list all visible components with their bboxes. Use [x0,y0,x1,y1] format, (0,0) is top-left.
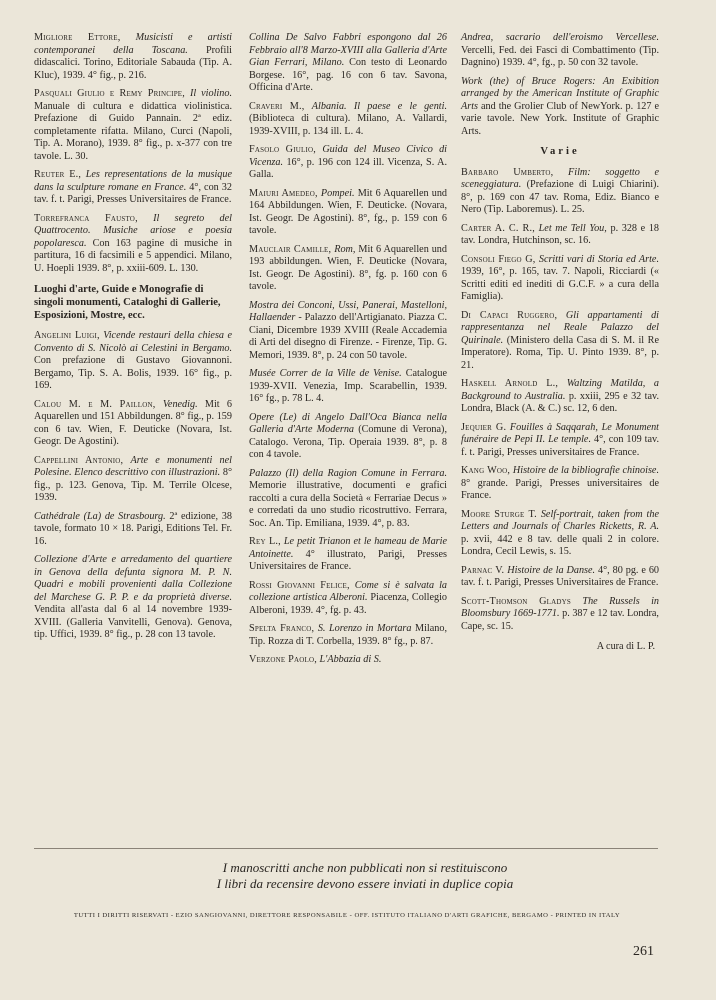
entry-title: Palazzo (Il) della Ragion Comune in Ferrara. [249,467,447,479]
bibliography-entry [249,412,447,462]
entry-title: Andrea, sacrario dell'eroismo Vercellese. [461,32,659,43]
entry-title: Les representations de la musique dans la sculpture romane en France. [34,169,232,193]
entry-title: Collina De Salvo Fabbri espongono dal 26 Febbraio all'8 Marzo-XVIII alla Galleria d'Arte Gian Ferrari, Milano. [249,32,447,68]
bibliography-entry [34,330,232,393]
bibliography-entry [461,465,659,503]
entry-author: Kang Woo, [461,465,511,476]
entry-title: Scritti vari di Storia ed Arte. [538,253,659,265]
entry-details: Mit 6 Aquarellen und 193 abbildungen. Wien, F. Deuticke (Novara, Ist. Geogr. De Agostini). 8°, fg. p. 160 con 6 tavole. [249,243,447,292]
bibliography-entry [461,223,659,248]
entry-title: Rom, [334,243,356,255]
entry-author: Barbaro Umberto, [461,166,554,178]
entries-group-3a [461,32,659,138]
entries-group-1b [34,330,232,642]
entry-author: Spelta Franco, [249,623,315,634]
footer-credits: TUTTI I DIRITTI RISERVATI - EZIO SANGIOVANNI, DIRETTORE RESPONSABILE - OFF. ISTITUTO ITALIANO D'ARTI GRAFICHE, BERGAMO - PRINTED IN ITALY [73,912,621,919]
entry-author: Pasquali Giulio e Remy Principe, [34,88,186,99]
bibliography-entry [461,167,659,217]
column-2 [249,32,447,673]
section-heading-varie: Varie [540,146,580,157]
bibliography-entry [461,32,659,70]
entry-title: L'Abbazia di S. [319,654,382,665]
entry-title: Arte e monumenti nel Polesine. Elenco descrittivo con illustrazioni. [34,454,233,478]
section-heading-luoghi: Luoghi d'arte, Guide e Monografie di singoli monumenti, Cataloghi di Gallerie, Esposizioni, Mostre, ecc. [34,284,221,321]
entry-author: Jequier G. [461,421,507,433]
entry-details: 1939, 16°, p. 165, tav. 7. Napoli, Ricciardi (« Scritti editi ed inediti di G.C.F. » a cura della Famiglia). [461,266,659,302]
entries-group-2 [249,32,447,667]
entry-details: Vercelli, Fed. dei Fasci di Combattimento (Tip. Dagnino) 1939. 4°, fg., p. 50 con 32 tavole. [461,44,659,68]
entry-title: Le petit Trianon et le hameau de Marie Antoinette. [249,536,447,560]
entry-title: Come si è salvata la collezione artistica Alberoni. [249,579,447,603]
bibliography-entry [249,468,447,531]
entry-details: - Palazzo dell'Artigianato. Piazza C. Ciani, Dicembre 1939 XVIII (Reale Accademia di Arti del disegno di Firenze. - Firenze, Tip. G. Memori, 1939. 8°, p. 24 con 50 tavole. [249,312,447,361]
bibliography-entry [249,536,447,574]
entry-details: 2ª edizione, 38 tavole, formato 10 × 18. Parigi, Editions Tel. Fr. 16. [34,510,232,547]
entry-title: Work (the) of Bruce Rogers: An Exibition arranged by the American Institute of Graphic Arts [461,75,659,112]
entry-author: Moore Sturge T. [461,508,537,520]
entry-details: Con 163 pagine di musiche in partitura, 16 di facsimili e 5 appendici. Milano, U. Hoepli 1939. 8°, p. xxiii-609. L. 130. [34,237,233,274]
entry-title: Cathédrale (La) de Strasbourg. [34,510,166,522]
entry-details: (Comune di Verona), Catalogo. Verona, Tip. Operaia 1939. 8°, p. 8 con 4 tavole. [249,424,447,460]
entry-details: Vendita all'asta dal 6 al 14 novembre 1939-XVIII. (Galleria Vanvitelli, Genova). Genova, tip. Uffici, 1939. 8° fig., p. 28 con 13 tavole. [34,604,232,640]
entry-author: Rey L., [249,536,281,547]
entry-details: Con prefazione di Gustavo Giovannoni. Bergamo, Tip. S. A. Bolis, 1939. 16° fig., p. 169. [34,355,232,391]
signature: A cura di L. P. [596,641,655,652]
entry-details: 8° grande. Parigi, Presses universitaires de France. [461,477,659,501]
entry-details: (Ministero della Casa di S. M. il Re Imperatore). Roma, Tip. U. Pinto 1939. 8°, p. 21. [461,334,659,371]
entry-title: Gli appartamenti di rappresentanza nel Reale Palazzo del Quirinale. [461,309,659,346]
bibliography-entry [461,310,659,373]
entry-details: Memorie illustrative, documenti e grafici raccolti a cura della Società « Ferrariae Decus » e corredati da uno studio ricostruttivo. Ferrara, Soc. An. Tip. Emiliana, 1939. 4°, p. 83. [249,480,447,529]
entry-title: Vicende restauri della chiesa e Convento di S. Nicolò ai Celestini in Bergamo. [34,330,233,354]
bibliography-entry [461,378,659,416]
entry-title: Histoire de la Danse. [507,564,596,576]
entry-title: Mostra dei Conconi, Ussi, Panerai, Mastelloni, Hallaender [249,299,447,323]
bibliography-entry [249,32,447,95]
bibliography-entry [461,254,659,304]
notice-divider [34,848,658,849]
entry-title: Il segreto del Quattrocento. Musiche ariose e poesia popolaresca. [34,212,233,249]
bibliography-entry [34,455,232,505]
entry-title: Film: soggetto e sceneggiatura. [461,166,659,190]
entry-details: Mit 6 Aquarellen und 151 Abbildungen. 8° fig., p. 159 con 6 tav. Wien, F. Deuticke (Novara, Ist. Geogr. De Agostini). [34,398,233,447]
bibliography-entry [34,88,232,163]
entry-author: Reuter E., [34,169,82,180]
bibliography-entry [249,144,447,182]
bibliography-entry [34,32,232,82]
bibliography-entry [249,188,447,238]
entry-details: p. 328 e 18 tav. Londra, Hutchinson, sc. 16. [461,222,660,246]
entry-details: 4° illustrato, Parigi, Presses Universitaires de France. [249,548,448,572]
entry-details: Catalogue 1939-XVII. Venezia, Imp. Scarabellin, 1939. 16° fg., p. 78 L. 4. [249,368,447,404]
entry-author: Mauclair Camille, [249,243,332,255]
entry-author: Torrefranca Fausto, [34,212,138,224]
notice-line-2: I libri da recensire devono essere inviati in duplice copia [216,876,514,891]
bibliography-entry [249,300,447,363]
entry-author: Calou M. e M. Paillon, [34,398,156,410]
entry-details: 8° fig., p. 123. Genova, Tip. M. Terrile Olcese, 1939. [34,467,233,503]
entry-details: (Biblioteca di cultura). Milano, A. Vallardi, 1939-XVIII, p. 134 ill. L. 4. [249,113,447,137]
bibliography-entry [461,596,659,634]
column-3 [461,32,659,654]
entry-details: (Prefazione di Luigi Chiarini). 8°, p. 169 con 47 tav. Roma, Ediz. Bianco e Nero (Tip. Laboremus). L. 25. [461,179,660,215]
entry-title: S. Lorenzo in Mortara [317,623,412,634]
entry-title: Guida del Museo Civico di Vicenza. [249,144,447,168]
entry-author: Parnac V. [461,564,505,576]
bibliography-entry [461,422,659,460]
entry-title: The Russels in Bloomsbury 1669-1771. [461,595,659,619]
bibliography-entry [461,509,659,559]
entry-details: Milano, Tip. Rozza di T. Corbella, 1939. 8° fg., p. 87. [249,623,448,647]
column-1 [34,32,232,648]
bibliography-entry [34,554,232,642]
bibliography-entry [461,76,659,139]
entry-details: Profili didascalici. Torino, Editoriale Sabauda (Tip. A. Kluc), 1939. 4° fig., p. 216. [34,44,232,81]
entry-author: Verzone Paolo, [249,654,317,665]
entry-author: Angelini Luigi, [34,330,100,341]
entry-details: Mit 6 Aquarellen und 164 Abbildungen. Wien, F. Deuticke. (Novara, Ist. Geogr. De Agostini). 8°, fg., p. 159 con 6 tavole. [249,187,448,236]
entry-details: Manuale di cultura e didattica violinistica. Prefazione di Guido Pannain. 2ª ediz. completamente rifatta. Milano, Curci (Napoli, Tip. A. Morano), 1939. 8° fig., p. x-377 con tre tavole. L. 30. [34,100,232,162]
entry-details: Con testo di Leonardo Borgese. 16°, pag. 16 con 6 tav. Savona, Officina d'Arte. [249,57,447,93]
entry-details: 4°, 80 pg. e 60 tav. f. t. Parigi, Presses Universitaires de France. [461,564,660,588]
entries-group-1a [34,32,232,275]
entry-author: Craveri M., [249,100,305,112]
bibliography-entry [249,244,447,294]
entry-title: Pompei. [320,187,355,199]
entry-title: Histoire de la bibliografie chinoise. [512,465,659,476]
bibliography-entry [249,368,447,406]
entry-author: Scott-Thomson Gladys [461,595,571,607]
bibliography-entry [34,511,232,549]
entry-title: Musicisti e artisti contemporanei della Toscana. [34,32,233,56]
bibliography-entry [249,623,447,648]
entry-title: Collezione d'Arte e arredamento del quartiere in Genova della defunta signora M. P. N. Quadri e mobili provenienti dalla Collezione del Marchese G. P. P. e da proprietà diverse. [34,554,232,603]
entry-author: Carter A. C. R., [461,222,535,234]
entry-details: p. xvii, 442 e 8 tav. delle quali 2 in colore. Londra, Cecil Lewis, s. 15. [461,533,659,557]
entry-details: p. xxiii, 295 e 32 tav. Londra, Black (A. & C.) sc. 12, 6 den. [461,390,659,414]
bibliography-entry [34,399,232,449]
entry-author: Cappellini Antonio, [34,454,124,466]
entry-author: Fasolo Giulio, [249,144,317,155]
bibliography-entry [34,169,232,207]
entry-title: Il violino. [189,88,232,99]
entry-author: Rossi Giovanni Felice, [249,579,350,591]
entry-details: p. 387 e 12 tav. Londra, Cape, sc. 15. [461,608,659,632]
bibliography-entry [249,580,447,618]
entry-title: Albania. Il paese e le genti. [311,100,448,112]
entry-title: Venedig. [162,398,198,410]
entry-author: Di Capaci Ruggero, [461,309,558,321]
entry-details: 4°, con 32 tav. f. t. Parigi, Presses Universitaires de France. [34,181,232,205]
entry-title: Opere (Le) di Angelo Dall'Oca Bianca nella Galleria d'Arte Moderna [249,411,447,435]
entry-title: Musée Correr de la Ville de Venise. [249,368,402,379]
bibliography-entry [249,654,447,667]
bibliography-entry [461,565,659,590]
entries-group-3b [461,167,659,634]
notice-line-1: I manoscritti anche non pubblicati non si restituiscono [222,860,508,875]
page-number: 261 [633,944,654,959]
entry-author: Haskell Arnold L., [461,378,559,389]
entry-title: Fouilles à Saqqarah, Le Monument funéraire de Pepi II. Le temple. [461,421,660,445]
entry-author: Consoli Fiego G, [461,253,536,265]
bibliography-entry [34,213,232,276]
entry-details: Piacenza, Collegio Alberoni, 1939. 4°, fg. p. 43. [249,592,447,616]
bibliography-entry [249,101,447,139]
entry-author: Maiuri Amedeo, [249,187,318,199]
entry-title: Self-portrait, taken from the Letters and Journals of Charles Ricketts, R. A. [461,508,659,532]
entry-author: Migliore Ettore, [34,32,121,43]
entry-title: Waltzing Matilda, a Background to Australia. [461,378,660,402]
entry-details: 16°, p. 196 con 124 ill. Vicenza, S. A. Galla. [249,156,447,180]
entry-details: and the Grolier Club of NewYork. p. 127 e varie tavole. New York. Institute of Graphic Arts. [461,100,659,137]
entry-title: Let me Tell You, [538,222,607,234]
entry-details: 4°, con 109 tav. f. t. Parigi, Presses universitaires de France. [461,434,660,458]
